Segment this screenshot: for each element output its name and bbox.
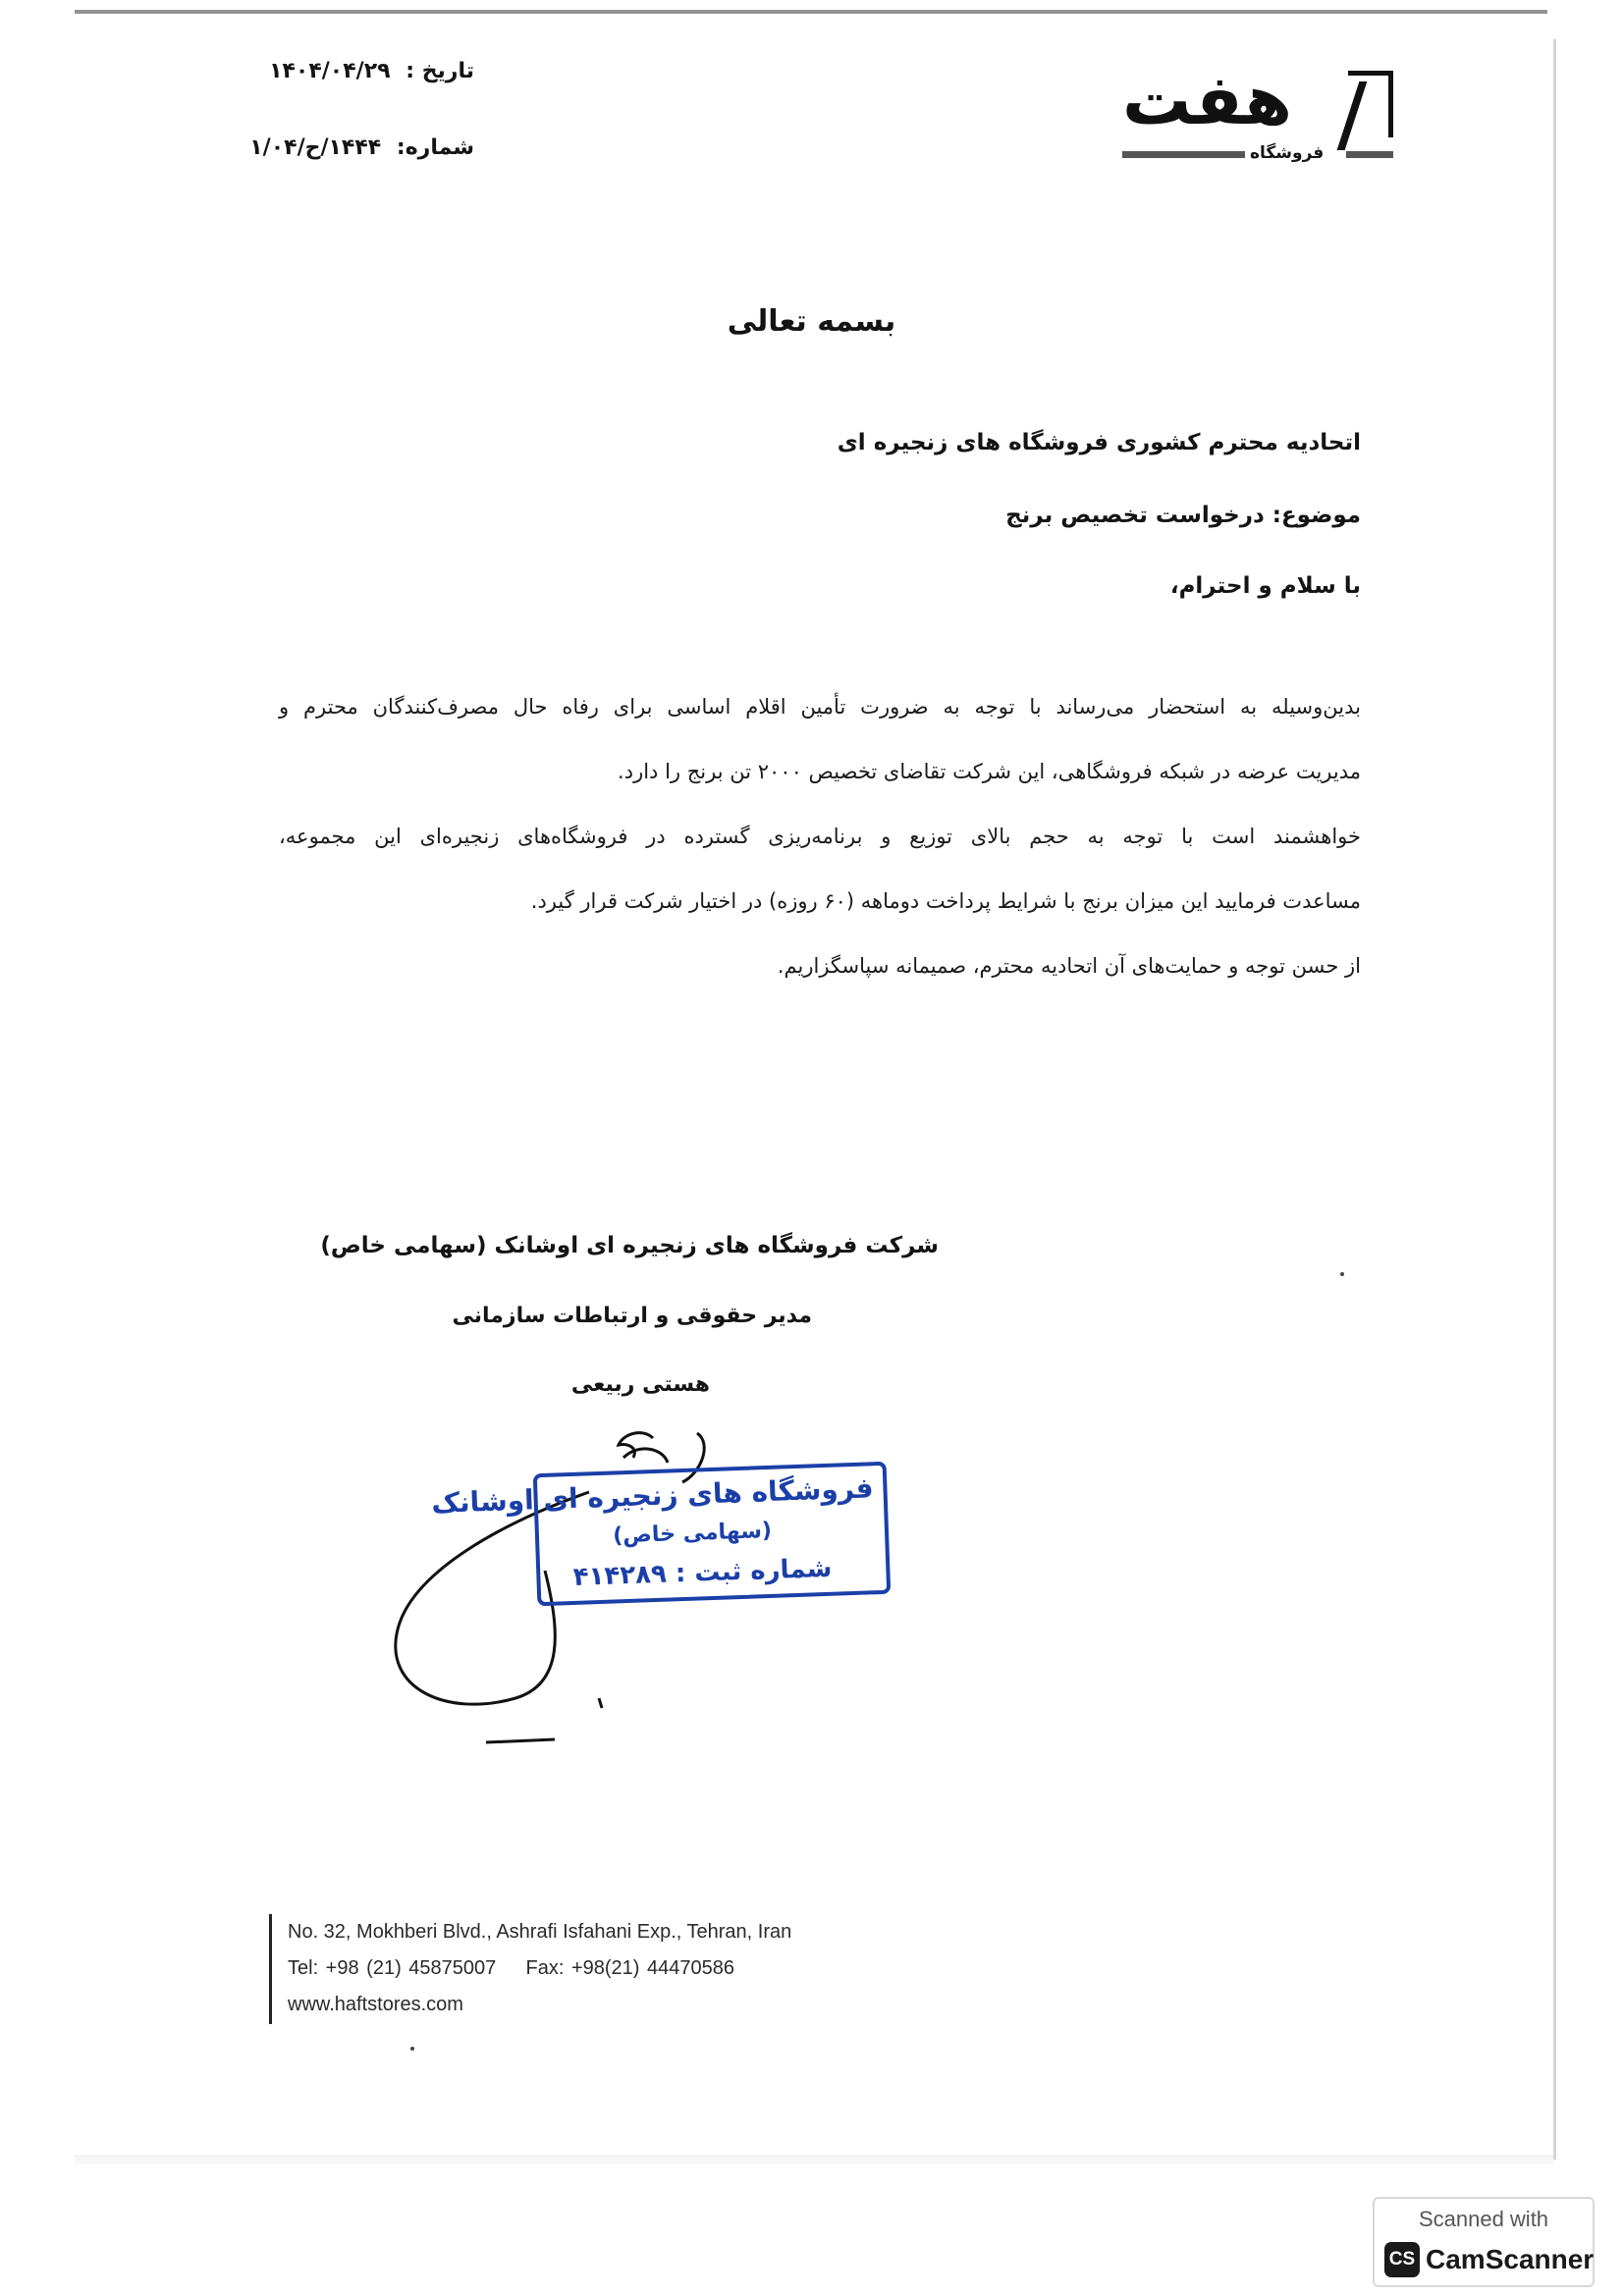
logo-subtext: فروشگاه [1250, 143, 1325, 163]
date-label: تاریخ : [406, 59, 474, 83]
footer-website: www.haftstores.com [288, 1994, 463, 2015]
scan-edge-top [75, 10, 1547, 14]
body-line: از حسن توجه و حمایت‌های آن اتحادیه محترم، صمیمانه سپاسگزاریم. [777, 954, 1361, 978]
signer-company: شرکت فروشگاه های زنجیره ای اوشانک (سهامی خاص) [320, 1233, 939, 1258]
logo-underline-right [1346, 151, 1393, 158]
signer-name: هستی ربیعی [570, 1372, 710, 1397]
letter-footer [269, 1914, 791, 2024]
scan-speck [410, 2047, 414, 2051]
stamp-registration: شماره ثبت : ۴۱۴۲۸۹ [572, 1553, 833, 1592]
camscanner-brand: CamScanner [1426, 2244, 1595, 2274]
body-line: خواهشمند است با توجه به حجم بالای توزیع و برنامه‌ریزی گسترده در فروشگاه‌های زنجیره‌ای این مجموعه، [279, 825, 1361, 848]
scanned-with-label: Scanned with [1418, 2207, 1549, 2231]
logo-seven-mark [1348, 71, 1393, 137]
basmala-heading: بسمه تعالی [727, 304, 896, 339]
date-value: ۱۴۰۴/۰۴/۲۹ [269, 59, 391, 83]
logo-underline-left [1122, 151, 1245, 158]
body-line: مدیریت عرضه در شبکه فروشگاهی، این شرکت تقاضای تخصیص ۲۰۰۰ تن برنج را دارد. [618, 760, 1361, 783]
letter-number-line [249, 135, 474, 160]
camscanner-logo-icon: CS [1384, 2242, 1420, 2277]
number-label: شماره: [396, 135, 474, 160]
stamp-company: فروشگاه های زنجیره ای اوشانک [430, 1471, 875, 1520]
greeting: با سلام و احترام، [1169, 573, 1361, 599]
logo-wordmark: هفت [1122, 60, 1293, 140]
scan-edge-bottom [75, 2155, 1553, 2164]
camscanner-badge [1373, 2197, 1595, 2287]
recipient: اتحادیه محترم کشوری فروشگاه های زنجیره ای [837, 430, 1361, 455]
footer-address: No. 32, Mokhberi Blvd., Ashrafi Isfahani Exp., Tehran, Iran [288, 1921, 792, 1943]
scan-edge-right [1553, 39, 1556, 2160]
subject-line: موضوع: درخواست تخصیص برنج [1005, 503, 1361, 528]
number-value: ۱۴۴۴/ح/۱/۰۴ [249, 135, 382, 160]
scan-speck [1340, 1272, 1344, 1276]
haft-logo [1122, 61, 1397, 167]
body-line: بدین‌وسیله به استحضار می‌رساند با توجه به ضرورت تأمین اقلام اساسی برای رفاه حال مصرف‌کنندگان محترم و [279, 695, 1361, 719]
stamp-type: (سهامی خاص) [612, 1518, 773, 1549]
company-stamp [430, 1462, 891, 1606]
signer-role: مدیر حقوقی و ارتباطات سازمانی [452, 1304, 812, 1328]
footer-phone-fax: Tel: +98 (21) 45875007 Fax: +98(21) 44470586 [288, 1957, 734, 1979]
date-line [269, 59, 474, 83]
body-line: مساعدت فرمایید این میزان برنج با شرایط پرداخت دوماهه (۶۰ روزه) در اختیار شرکت قرار گیرد. [530, 889, 1361, 913]
